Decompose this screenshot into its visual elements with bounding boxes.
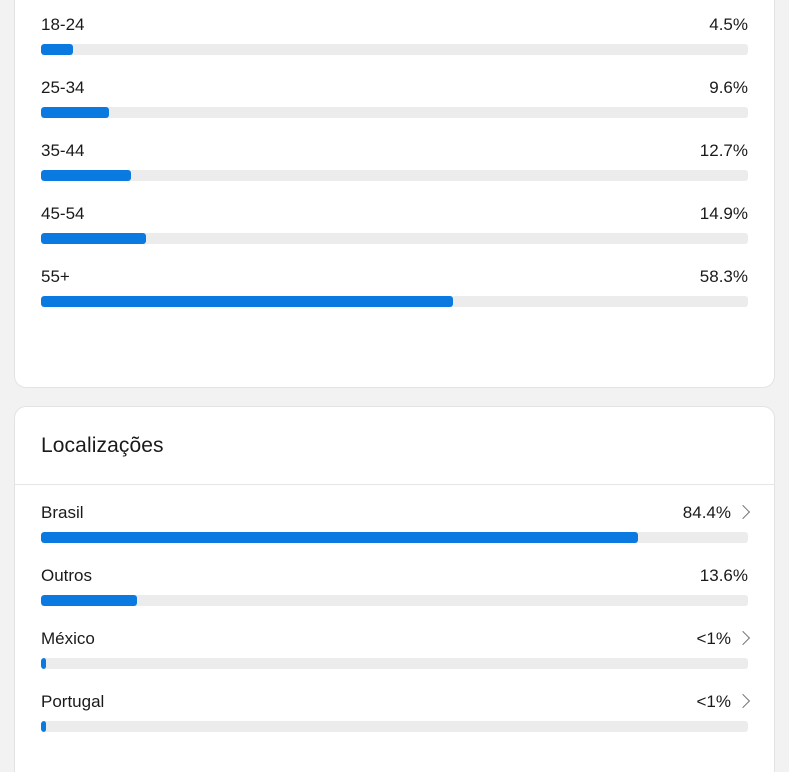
bar-fill bbox=[41, 595, 137, 606]
age-rows-list bbox=[15, 0, 774, 317]
row-value: 84.4% bbox=[682, 503, 731, 522]
row-right bbox=[697, 629, 749, 649]
row-header bbox=[41, 204, 748, 224]
bar-fill bbox=[41, 107, 109, 118]
bar-fill bbox=[41, 233, 146, 244]
row-value: <1% bbox=[696, 692, 731, 711]
bar-fill bbox=[41, 296, 453, 307]
row-value: 9.6% bbox=[709, 78, 748, 97]
bar-track bbox=[41, 296, 748, 307]
page-title: Localizações bbox=[41, 433, 164, 457]
locations-card-header bbox=[15, 407, 774, 485]
row-right bbox=[700, 141, 748, 161]
locations-rows-list bbox=[15, 485, 774, 742]
row-label: 35-44 bbox=[41, 141, 85, 160]
row-header bbox=[41, 267, 748, 287]
list-item bbox=[41, 267, 748, 307]
bar-fill bbox=[41, 170, 131, 181]
bar-track bbox=[41, 721, 748, 732]
list-item bbox=[41, 141, 748, 181]
list-item[interactable] bbox=[41, 692, 748, 732]
row-label: 55+ bbox=[41, 267, 70, 286]
row-right bbox=[683, 503, 748, 523]
bar-track bbox=[41, 658, 748, 669]
bar-track bbox=[41, 233, 748, 244]
row-header bbox=[41, 503, 748, 523]
age-distribution-card bbox=[14, 0, 775, 388]
chevron-right-icon[interactable] bbox=[736, 694, 750, 708]
row-value: <1% bbox=[696, 629, 731, 648]
row-value: 58.3% bbox=[699, 267, 748, 286]
list-item[interactable] bbox=[41, 503, 748, 543]
locations-card bbox=[14, 406, 775, 772]
row-label: México bbox=[41, 629, 95, 648]
row-label: Brasil bbox=[41, 503, 84, 522]
row-header bbox=[41, 629, 748, 649]
row-right bbox=[697, 692, 749, 712]
bar-fill bbox=[41, 532, 638, 543]
bar-track bbox=[41, 532, 748, 543]
list-item[interactable] bbox=[41, 629, 748, 669]
bar-fill bbox=[41, 44, 73, 55]
row-header bbox=[41, 15, 748, 35]
row-header bbox=[41, 692, 748, 712]
row-right bbox=[700, 204, 748, 224]
bar-track bbox=[41, 44, 748, 55]
row-value: 4.5% bbox=[709, 15, 748, 34]
row-value: 12.7% bbox=[699, 141, 748, 160]
row-header bbox=[41, 78, 748, 98]
row-right bbox=[700, 566, 748, 586]
row-value: 13.6% bbox=[699, 566, 748, 585]
row-right bbox=[709, 15, 748, 35]
row-label: Outros bbox=[41, 566, 93, 585]
row-header bbox=[41, 141, 748, 161]
chevron-right-icon[interactable] bbox=[736, 631, 750, 645]
bar-track bbox=[41, 595, 748, 606]
list-item bbox=[41, 204, 748, 244]
bar-fill bbox=[41, 658, 46, 669]
list-item bbox=[41, 15, 748, 55]
row-right bbox=[700, 267, 748, 287]
bar-track bbox=[41, 107, 748, 118]
row-label: 45-54 bbox=[41, 204, 85, 223]
row-label: Portugal bbox=[41, 692, 105, 711]
list-item[interactable] bbox=[41, 566, 748, 606]
bar-track bbox=[41, 170, 748, 181]
row-label: 18-24 bbox=[41, 15, 85, 34]
bar-fill bbox=[41, 721, 46, 732]
row-label: 25-34 bbox=[41, 78, 85, 97]
row-right bbox=[709, 78, 748, 98]
row-header bbox=[41, 566, 748, 586]
list-item bbox=[41, 78, 748, 118]
chevron-right-icon[interactable] bbox=[736, 505, 750, 519]
row-value: 14.9% bbox=[699, 204, 748, 223]
